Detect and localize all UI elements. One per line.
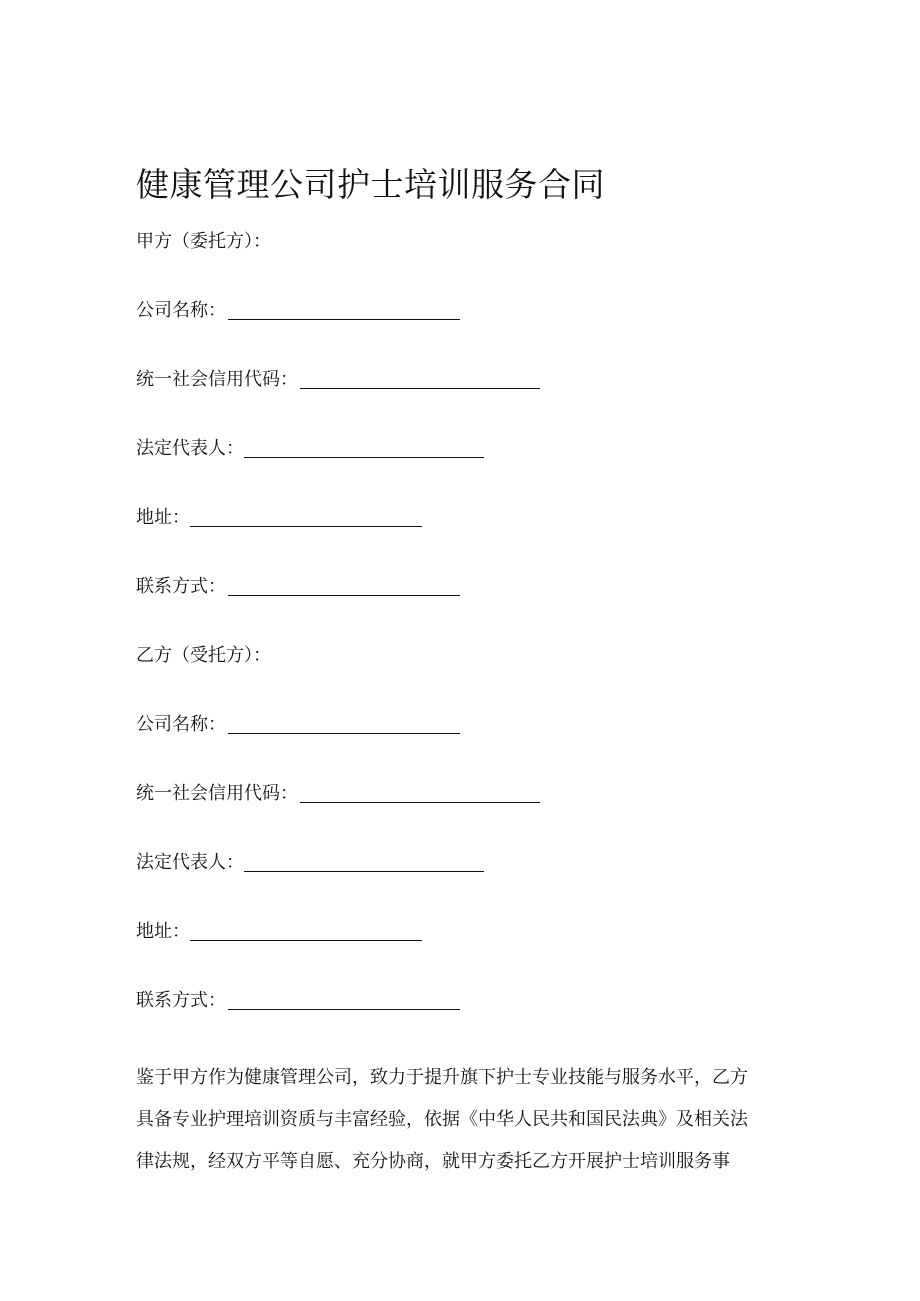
party-a-credit-code-blank[interactable] — [300, 370, 540, 389]
party-a-credit-code-row — [136, 367, 540, 393]
party-a-contact-row — [136, 574, 460, 600]
party-b-contact-label: 联系方式： — [136, 990, 226, 1011]
party-a-address-row — [136, 505, 422, 531]
party-a-company-name-blank[interactable] — [228, 301, 460, 320]
party-b-credit-code-row — [136, 781, 540, 807]
party-a-address-label: 地址： — [136, 507, 190, 528]
party-a-legal-rep-blank[interactable] — [244, 439, 484, 458]
party-a-legal-rep-row — [136, 436, 484, 462]
party-b-address-label: 地址： — [136, 921, 190, 942]
party-a-heading — [136, 229, 271, 255]
party-b-heading — [136, 643, 271, 669]
party-a-address-blank[interactable] — [190, 508, 422, 527]
party-b-credit-code-blank[interactable] — [300, 784, 540, 803]
party-a-contact-label: 联系方式： — [136, 576, 226, 597]
party-a-credit-code-label: 统一社会信用代码： — [136, 369, 298, 390]
party-b-address-blank[interactable] — [190, 922, 422, 941]
party-a-heading-text: 甲方（委托方）： — [136, 231, 271, 252]
party-b-contact-blank[interactable] — [228, 991, 460, 1010]
party-b-heading-text: 乙方（受托方）： — [136, 645, 271, 666]
party-b-legal-rep-row — [136, 850, 484, 876]
party-b-contact-row — [136, 988, 460, 1014]
party-b-company-name-row — [136, 712, 460, 738]
document-title: 健康管理公司护士培训服务合同 — [136, 165, 605, 205]
party-b-company-name-blank[interactable] — [228, 715, 460, 734]
preamble-line: 具备专业护理培训资质与丰富经验，依据《中华人民共和国民法典》及相关法 — [136, 1109, 748, 1130]
party-a-company-name-row — [136, 298, 460, 324]
party-a-legal-rep-label: 法定代表人： — [136, 438, 244, 459]
party-a-company-name-label: 公司名称： — [136, 300, 226, 321]
preamble-line: 律法规，经双方平等自愿、充分协商，就甲方委托乙方开展护士培训服务事 — [136, 1151, 730, 1172]
preamble-paragraph — [136, 1057, 776, 1183]
party-b-credit-code-label: 统一社会信用代码： — [136, 783, 298, 804]
party-b-address-row — [136, 919, 422, 945]
party-b-company-name-label: 公司名称： — [136, 714, 226, 735]
party-b-legal-rep-label: 法定代表人： — [136, 852, 244, 873]
party-a-contact-blank[interactable] — [228, 577, 460, 596]
party-b-legal-rep-blank[interactable] — [244, 853, 484, 872]
preamble-line: 鉴于甲方作为健康管理公司，致力于提升旗下护士专业技能与服务水平，乙方 — [136, 1067, 748, 1088]
